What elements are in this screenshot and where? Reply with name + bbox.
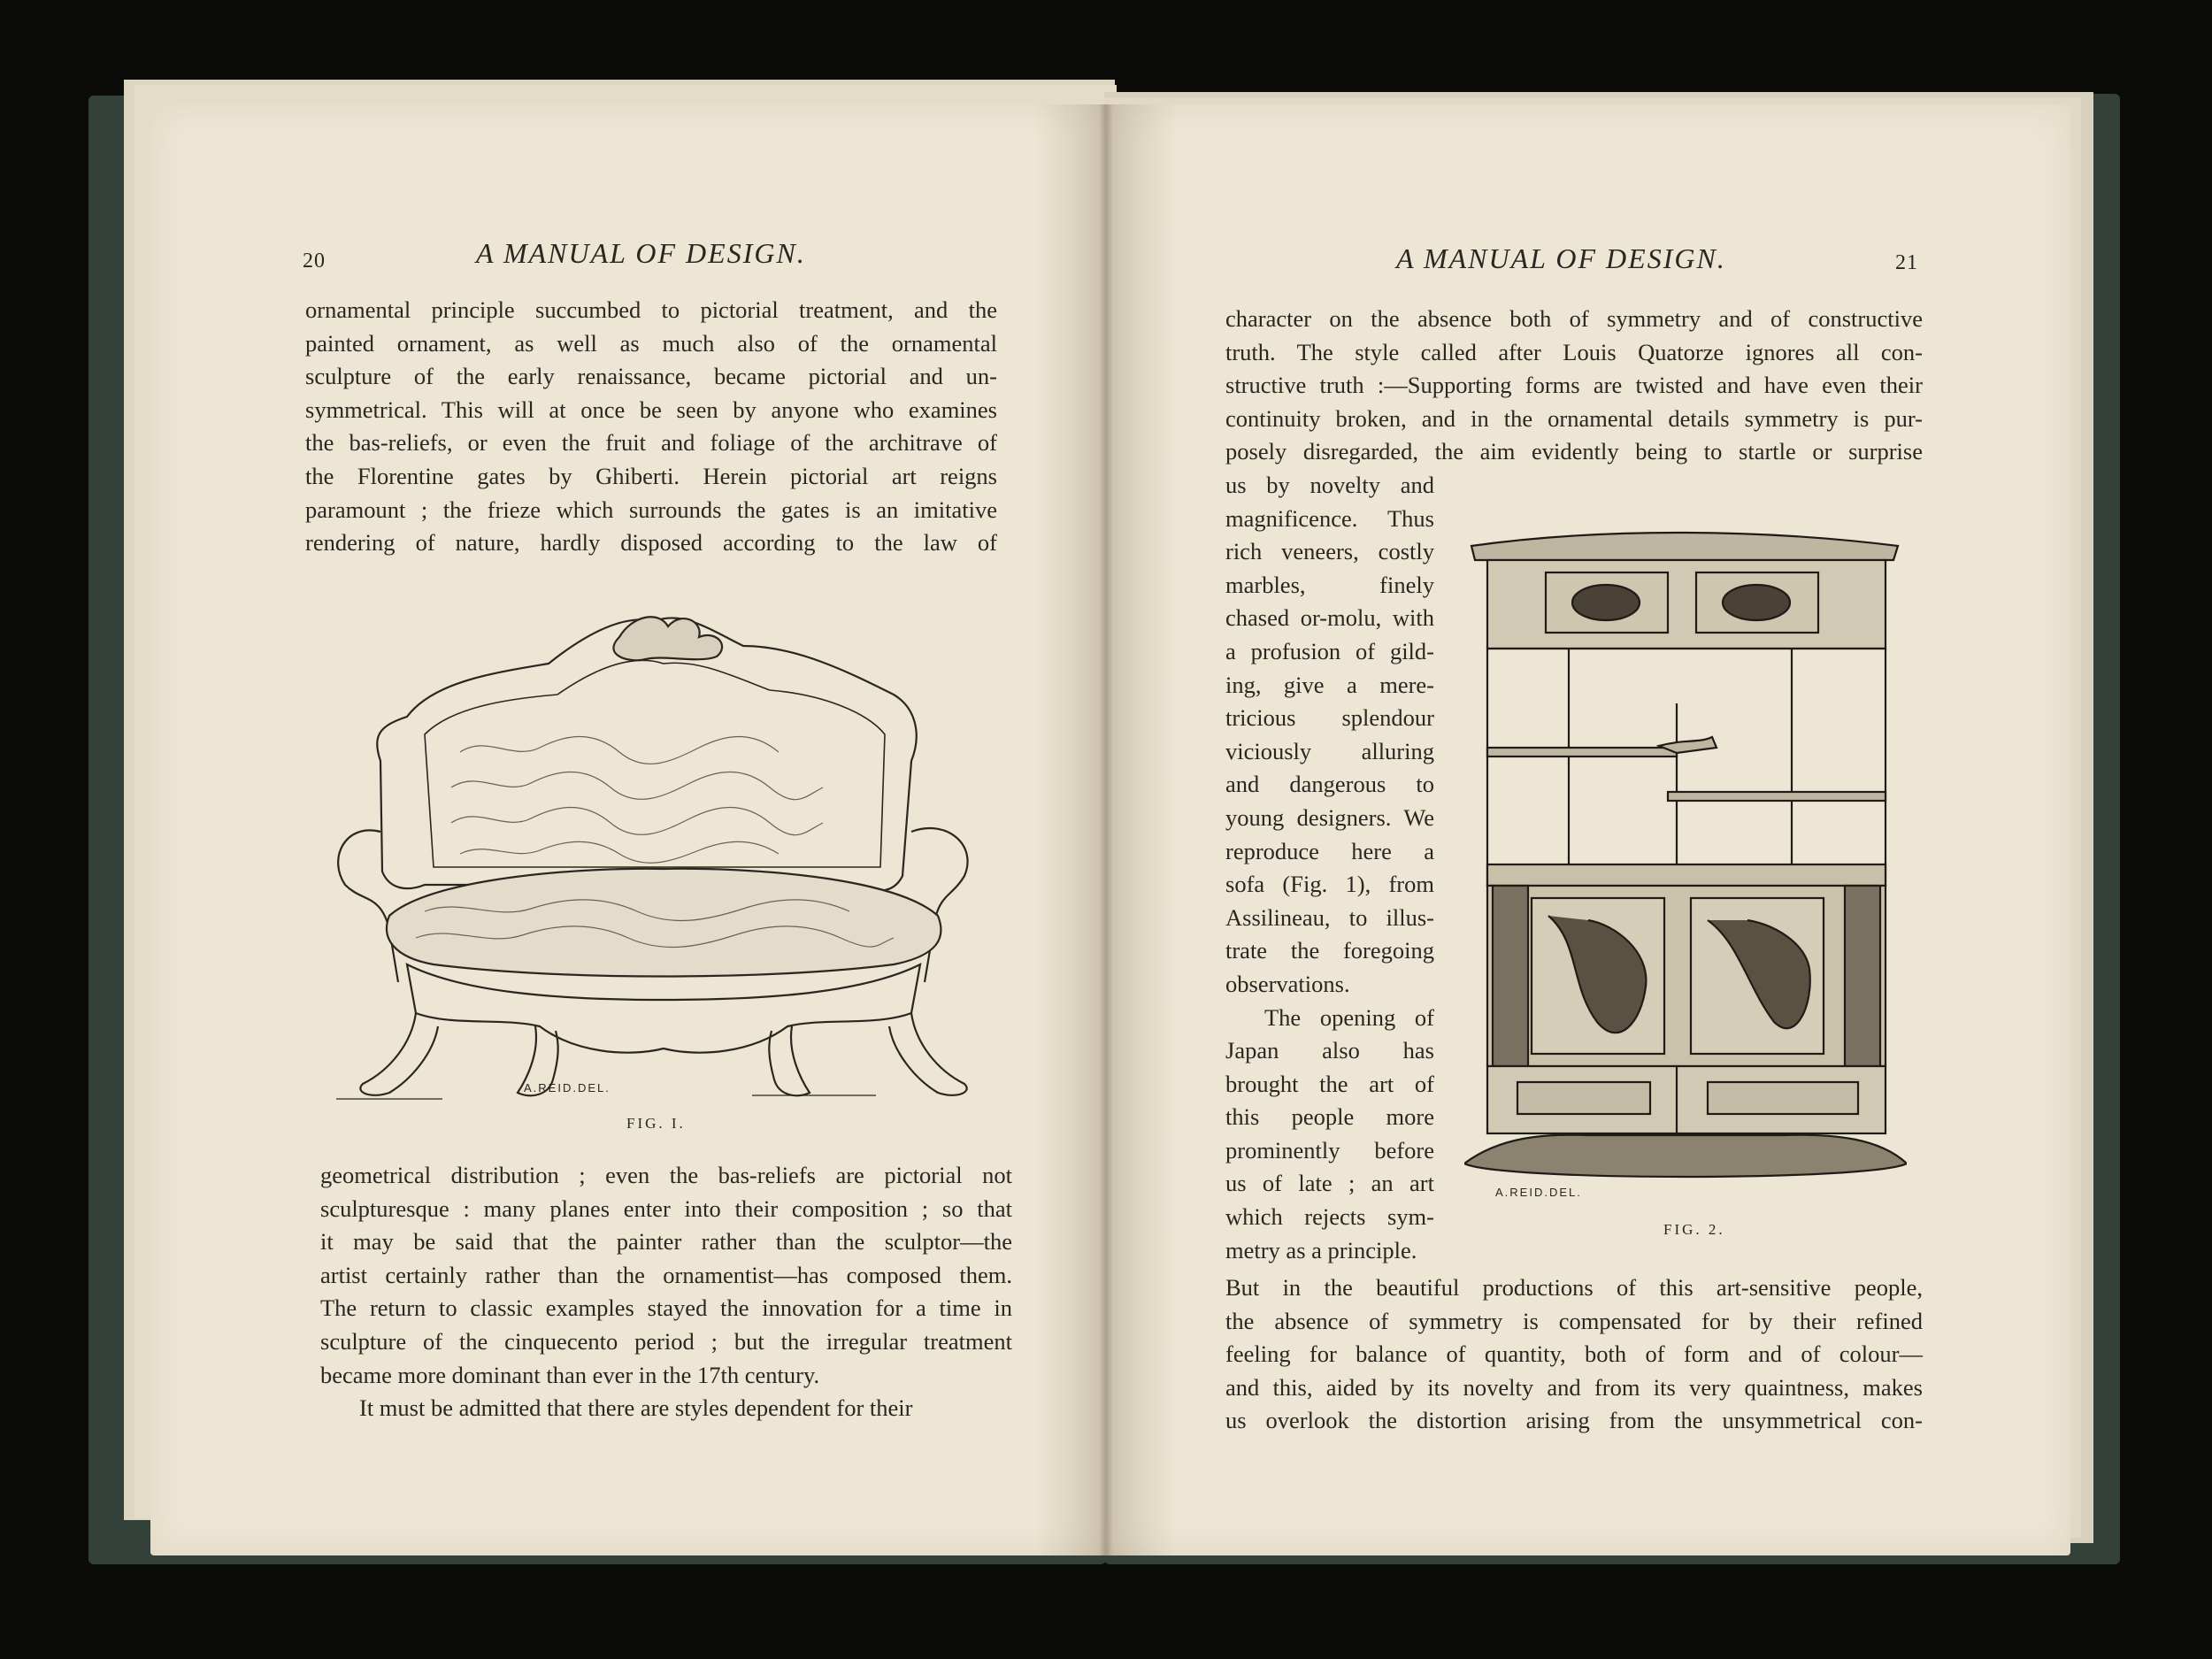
text-line: ornamental principle succumbed to pictorial treatment, and the [305, 296, 997, 323]
text-line: posely disregarded, the aim evidently being to startle or surprise [1225, 438, 1923, 465]
text-line: us overlook the distortion arising from the unsymmetrical con- [1225, 1407, 1923, 1434]
figure-2-artist: A.REID.DEL. [1495, 1186, 1582, 1199]
text-line: tricious splendour [1225, 704, 1434, 732]
text-line: sculpture of the cinquecento period ; but the irregular treatment [320, 1327, 1012, 1355]
text-line: which rejects sym- [1225, 1203, 1434, 1231]
text-line: rich veneers, costly [1225, 538, 1434, 565]
text-line: But in the beautiful productions of this art-sensitive people, [1225, 1274, 1923, 1301]
text-line: viciously alluring [1225, 737, 1434, 764]
text-line: observations. [1225, 970, 1350, 997]
text-line: marbles, finely [1225, 571, 1434, 598]
text-line: paramount ; the frieze which surrounds the gates is an imitative [305, 495, 997, 523]
text-line: geometrical distribution ; even the bas-reliefs are pictorial not [320, 1162, 1012, 1188]
text-line: and this, aided by its novelty and from its very quaintness, makes [1225, 1373, 1923, 1401]
figure-2-caption: FIG. 2. [1663, 1221, 1725, 1238]
text-line: sculpturesque : many planes enter into their composition ; so that [320, 1194, 1012, 1222]
text-line: ing, give a mere- [1225, 671, 1434, 698]
text-line: structive truth :—Supporting forms are twisted and have even their [1225, 372, 1923, 399]
text-line: truth. The style called after Louis Quatorze ignores all con- [1225, 338, 1923, 365]
figure-1-artist: A.REID.DEL. [524, 1081, 611, 1094]
text-line: reproduce here a [1225, 837, 1434, 864]
page-number-left: 20 [303, 250, 326, 273]
text-line: us of late ; an art [1225, 1170, 1434, 1197]
left-paragraph-last-line: It must be admitted that there are styles dependent for their [359, 1394, 913, 1421]
figure-1-caption: FIG. I. [626, 1115, 686, 1132]
text-line: magnificence. Thus [1225, 504, 1434, 532]
left-paragraph-bottom [320, 1159, 1012, 1392]
text-line: metry as a principle. [1225, 1236, 1417, 1263]
running-head-left: A MANUAL OF DESIGN. [476, 237, 806, 269]
right-paragraph-bottom [1225, 1271, 1923, 1438]
right-paragraph-top [1225, 303, 1923, 469]
text-line: the absence of symmetry is compensated for by their refined [1225, 1307, 1923, 1334]
running-head-right: A MANUAL OF DESIGN. [1396, 242, 1726, 274]
text-line: The return to classic examples stayed the innovation for a time in [320, 1294, 1012, 1322]
text-line: character on the absence both of symmetry and of constructive [1225, 305, 1923, 332]
text-line: young designers. We [1225, 803, 1434, 831]
text-line: trate the foregoing [1225, 937, 1434, 964]
text-line: rendering of nature, hardly disposed according to the law of [305, 529, 997, 557]
text-line: Assilineau, to illus- [1225, 903, 1434, 931]
text-line: and dangerous to [1225, 771, 1434, 798]
text-line: prominently before [1225, 1136, 1434, 1164]
page-number-right: 21 [1895, 251, 1918, 274]
text-line: continuity broken, and in the ornamental details symmetry is pur- [1225, 404, 1923, 432]
text-line: painted ornament, as well as much also of the ornamental [305, 329, 997, 357]
text-line: it may be said that the painter rather than the sculptor—the [320, 1228, 1012, 1256]
text-line: chased or-molu, with [1225, 604, 1434, 632]
text-line: us by novelty and [1225, 472, 1434, 498]
book-gutter [1035, 104, 1177, 1555]
cabinet-illustration [1464, 526, 1907, 1190]
text-line: the bas-reliefs, or even the fruit and foliage of the architrave of [305, 429, 997, 457]
text-line: this people more [1225, 1103, 1434, 1131]
text-line: brought the art of [1225, 1070, 1434, 1097]
text-line: sculpture of the early renaissance, became pictorial and un- [305, 363, 997, 390]
left-paragraph-top [305, 294, 997, 560]
text-line: Japan also has [1225, 1037, 1434, 1064]
text-line: artist certainly rather than the ornamentist—has composed them. [320, 1261, 1012, 1288]
text-line: The opening of [1264, 1003, 1434, 1031]
text-line: feeling for balance of quantity, both of form and of colour— [1225, 1340, 1923, 1368]
left-paragraph-last [320, 1392, 1012, 1425]
text-line: the Florentine gates by Ghiberti. Herein pictorial art reigns [305, 462, 997, 489]
sofa-illustration [327, 611, 1000, 1106]
text-line: became more dominant than ever in the 17th century. [320, 1361, 820, 1388]
text-line: symmetrical. This will at once be seen by anyone who examines [305, 396, 997, 423]
text-line: sofa (Fig. 1), from [1225, 871, 1434, 898]
text-line: a profusion of gild- [1225, 637, 1434, 664]
right-narrow-column [1225, 469, 1434, 1267]
